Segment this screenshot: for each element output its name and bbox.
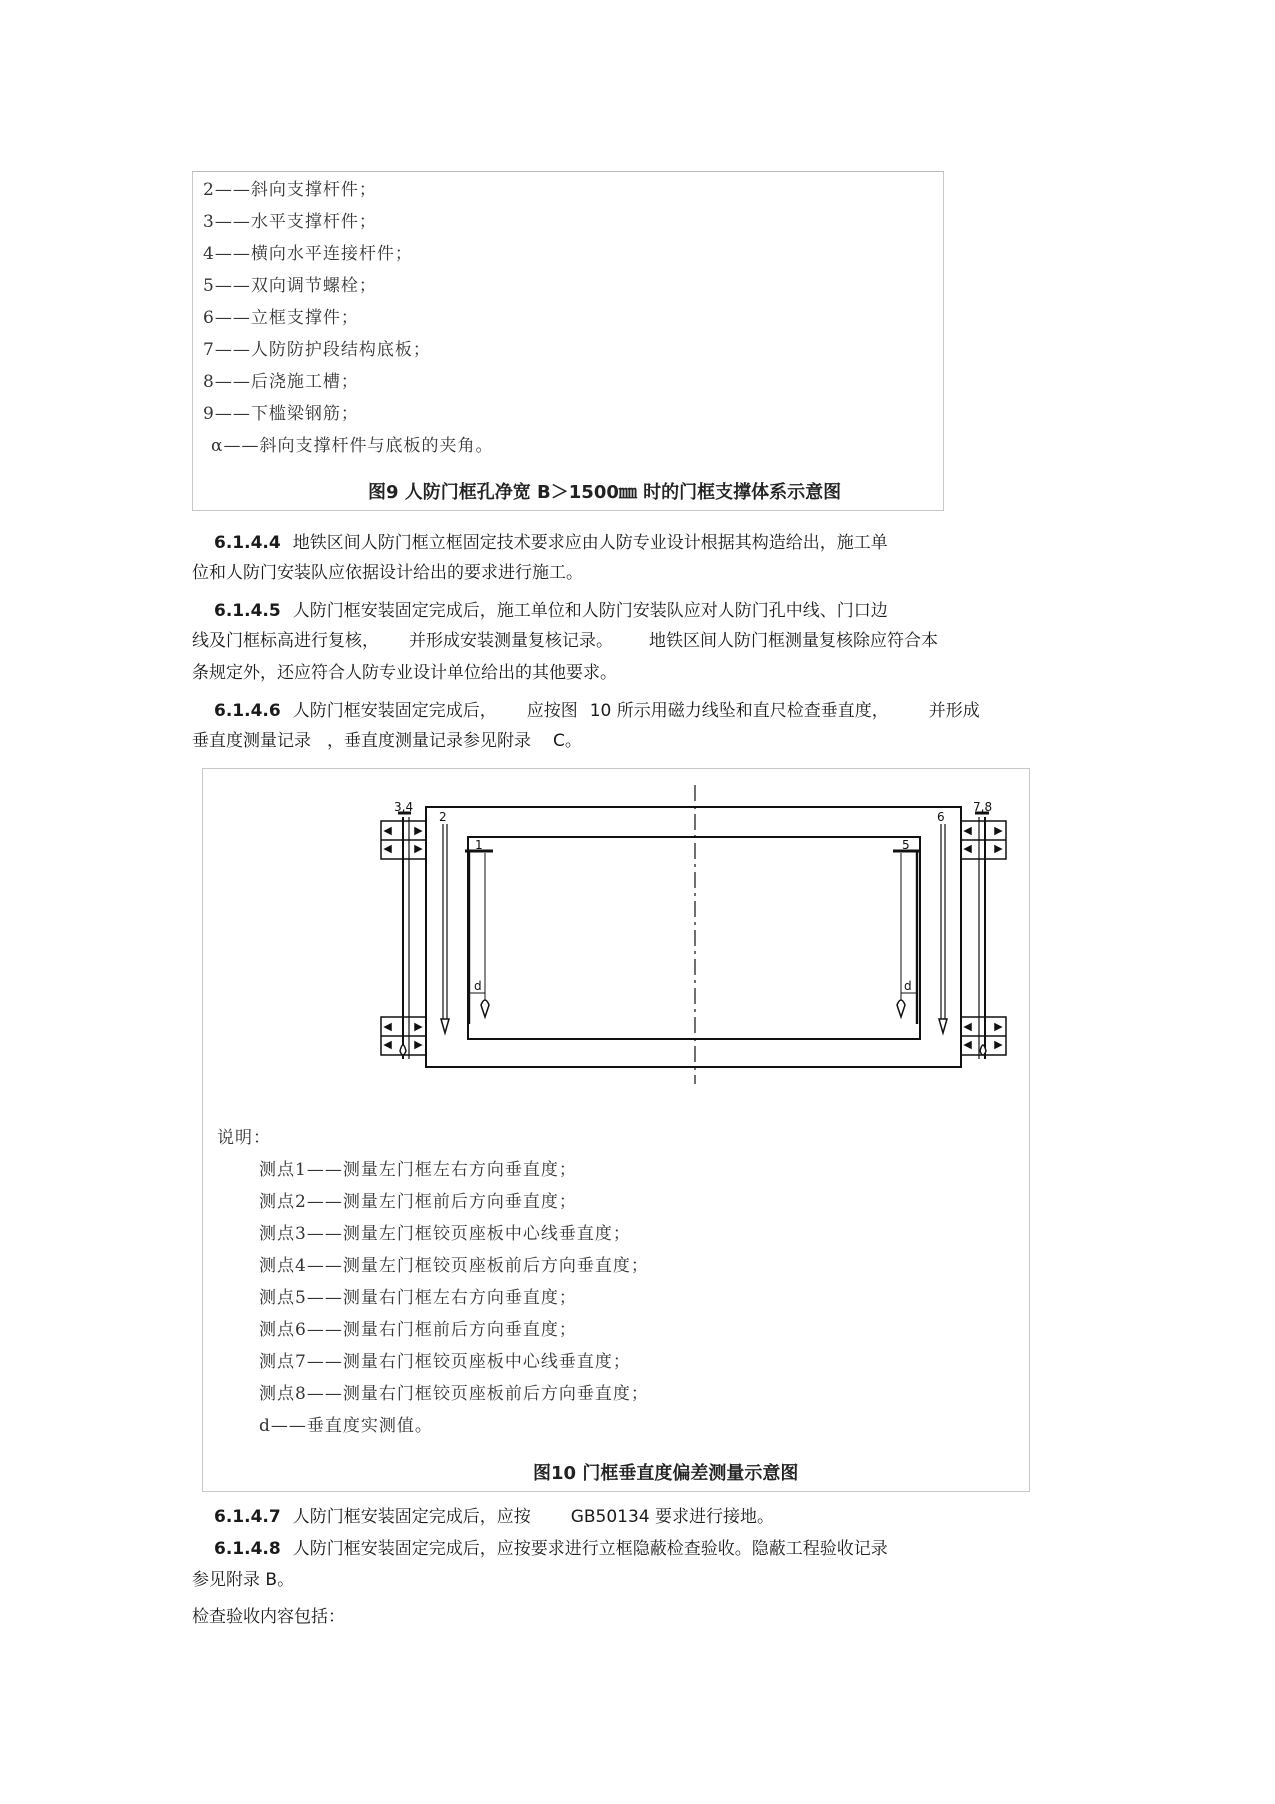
para-text: 并形成: [928, 701, 980, 721]
para-text: 人防门框安装固定完成后，应按要求进行立框隐蔽检查验收。隐蔽工程验收记录: [292, 1539, 888, 1559]
para-6145-line3: 条规定外，还应符合人防专业设计单位给出的其他要求。: [192, 663, 617, 683]
fig9-legend-item: 6——立框支撑件；: [203, 308, 359, 328]
para-6148-line2: 参见附录 B。: [192, 1570, 295, 1590]
door-opening-outline: [468, 837, 920, 1039]
fig10-note-item: 测点2——测量左门框前后方向垂直度；: [259, 1192, 577, 1212]
para-6146-line2: [192, 727, 582, 755]
para-text: 地铁区间人防门框测量复核除应符合本: [649, 631, 938, 651]
clause-number: 6.1.4.8: [214, 1539, 281, 1559]
label-point-1: 1: [475, 838, 483, 852]
fig9-legend-item: α——斜向支撑杆件与底板的夹角。: [211, 436, 494, 456]
para-text: 人防门框安装固定完成后，应按: [292, 1507, 531, 1527]
fig9-legend-item: 5——双向调节螺栓；: [203, 276, 377, 296]
fig10-note-item: 测点4——测量左门框铰页座板前后方向垂直度；: [259, 1256, 649, 1276]
clause-number: 6.1.4.5: [214, 601, 281, 621]
para-6147-line1: [214, 1503, 774, 1531]
para-6145-line1: [214, 597, 888, 625]
clause-number: 6.1.4.7: [214, 1507, 281, 1527]
label-point-3-4: 3,4: [394, 800, 414, 814]
clause-number: 6.1.4.4: [214, 533, 281, 553]
fig10-note-item: 测点6——测量右门框前后方向垂直度；: [259, 1320, 577, 1340]
fig9-legend-item: 2——斜向支撑杆件；: [203, 180, 377, 200]
figure-10: [202, 768, 1030, 1492]
para-6144-line1: [214, 529, 888, 557]
para-6144-line2: 位和人防门安装队应依据设计给出的要求进行施工。: [192, 563, 583, 583]
fig10-note-item: 测点1——测量左门框左右方向垂直度；: [259, 1160, 577, 1180]
label-point-7-8: 7,8: [973, 800, 993, 814]
fig9-legend-item: 9——下槛梁钢筋；: [203, 404, 359, 424]
para-6145-line2: [192, 627, 938, 655]
para-text: 人防门框安装固定完成后，: [292, 701, 497, 721]
fig10-note-item: 测点5——测量右门框左右方向垂直度；: [259, 1288, 577, 1308]
para-text: 地铁区间人防门框立框固定技术要求应由人防专业设计根据其构造给出，施工单: [292, 533, 888, 553]
fig10-notes-title: 说明：: [217, 1128, 271, 1148]
closing-line: 检查验收内容包括：: [192, 1607, 345, 1627]
clause-number: 6.1.4.6: [214, 701, 281, 721]
fig9-caption: 图9 人防门框孔净宽 B＞1500㎜ 时的门框支撑体系示意图: [368, 482, 842, 503]
para-text: 并形成安装测量复核记录。: [409, 631, 613, 651]
fig10-note-item: 测点8——测量右门框铰页座板前后方向垂直度；: [259, 1384, 649, 1404]
label-point-5: 5: [902, 838, 910, 852]
para-6146-line1: [214, 697, 980, 725]
label-point-6: 6: [937, 810, 945, 824]
fig10-note-item: 测点7——测量右门框铰页座板中心线垂直度；: [259, 1352, 631, 1372]
fig9-legend-item: 3——水平支撑杆件；: [203, 212, 377, 232]
para-text: C。: [553, 731, 582, 751]
para-text: GB50134 要求进行接地。: [570, 1507, 775, 1527]
para-text: 人防门框安装固定完成后，施工单位和人防门安装队应对人防门孔中线、门口边: [292, 601, 888, 621]
fig10-caption: 图10 门框垂直度偏差测量示意图: [533, 1463, 799, 1484]
label-d-right: d: [904, 979, 912, 993]
fig9-legend-item: 4——横向水平连接杆件；: [203, 244, 413, 264]
door-frame-drawing: [203, 769, 1027, 1089]
fig10-note-item: d——垂直度实测值。: [259, 1416, 433, 1436]
para-text: 垂直度测量记录: [192, 731, 311, 751]
figure-9: [192, 171, 944, 511]
fig9-legend-item: 8——后浇施工槽；: [203, 372, 359, 392]
fig9-legend-item: 7——人防防护段结构底板；: [203, 340, 431, 360]
fig10-note-item: 测点3——测量左门框铰页座板中心线垂直度；: [259, 1224, 631, 1244]
label-d-left: d: [474, 979, 482, 993]
para-6148-line1: [214, 1535, 888, 1563]
label-point-2: 2: [439, 810, 447, 824]
para-text: 10 所示用磁力线坠和直尺检查垂直度，: [589, 701, 889, 721]
para-text: 应按图: [526, 701, 578, 721]
para-text: 线及门框标高进行复核，: [192, 631, 379, 651]
para-text: ，垂直度测量记录参见附录: [327, 731, 531, 751]
outer-wall-outline: [426, 807, 961, 1067]
